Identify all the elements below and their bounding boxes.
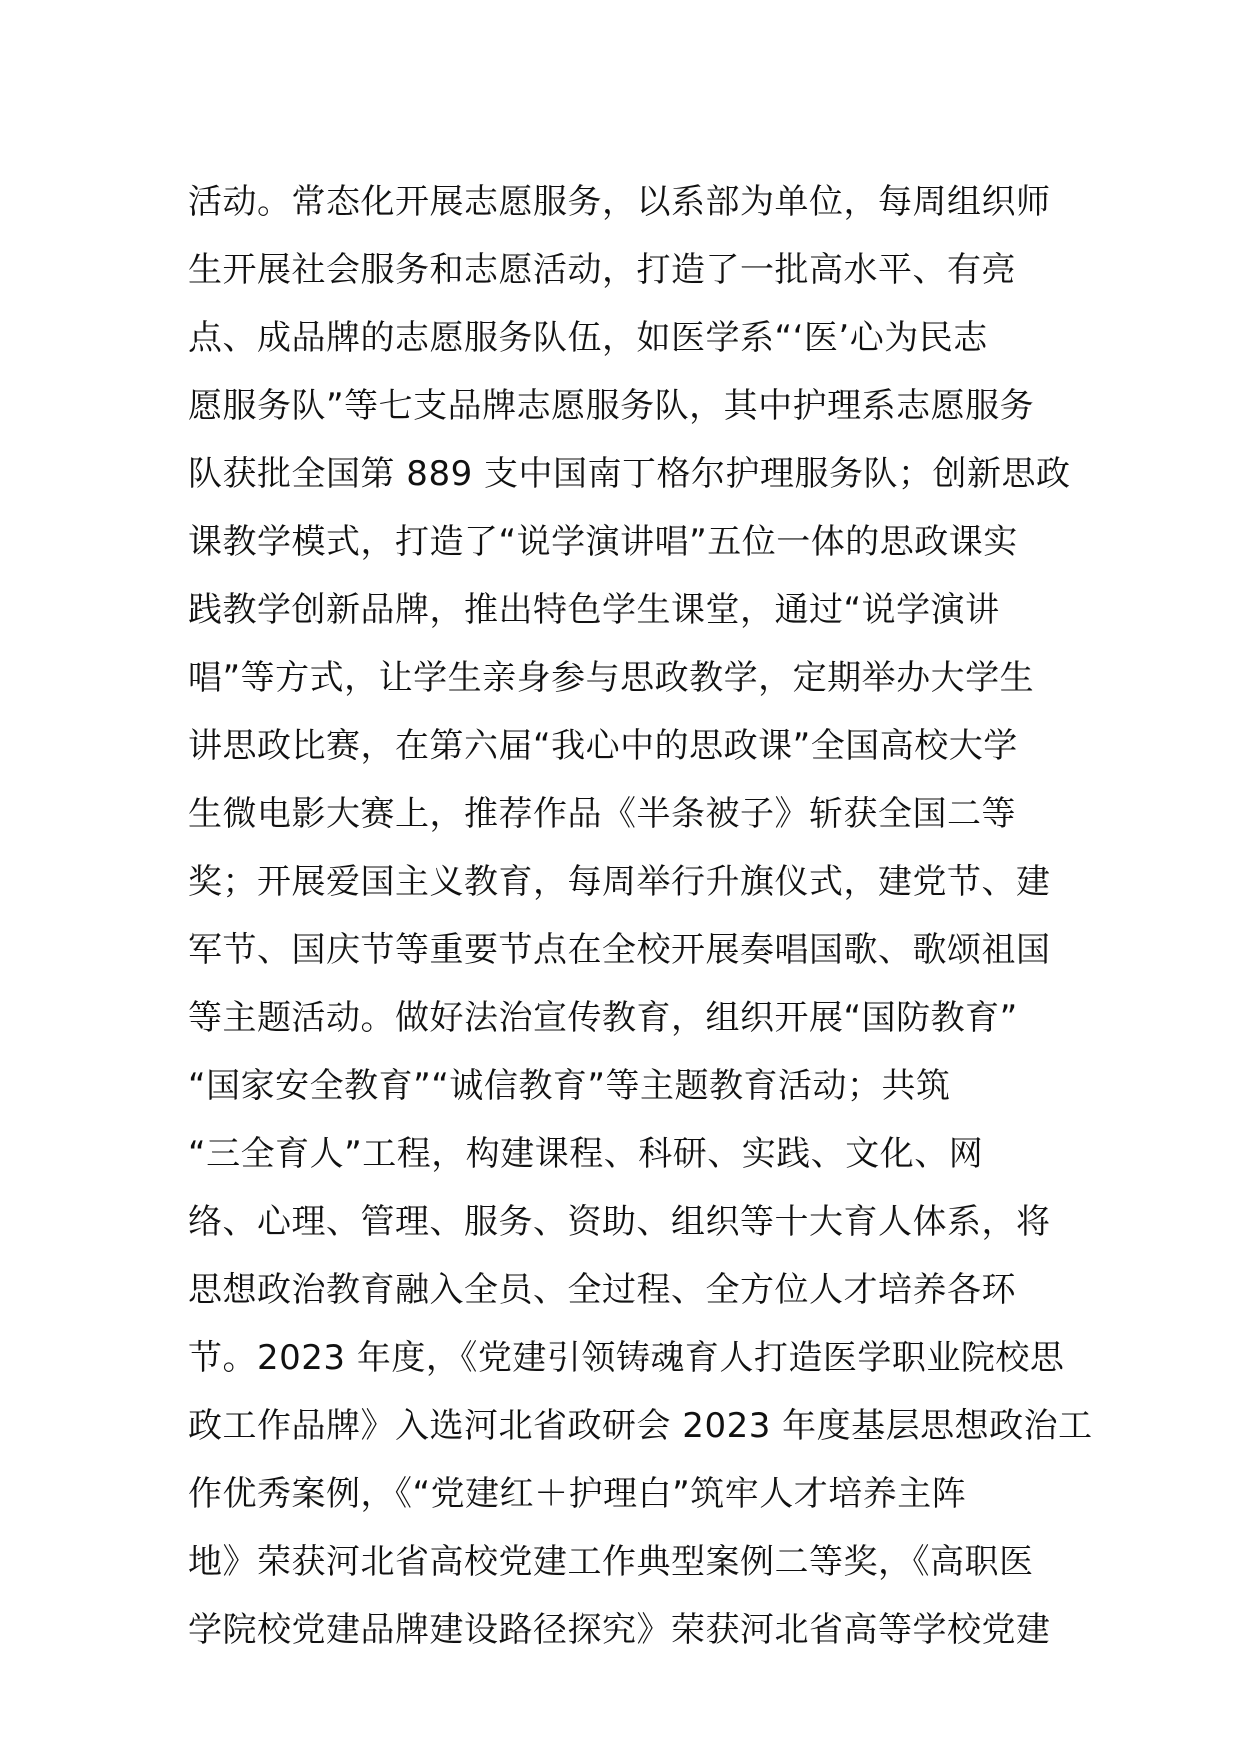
text-line-17: 思想政治教育融入全员、全过程、全方位人才培养各环 xyxy=(188,1270,1016,1310)
body-paragraph xyxy=(188,168,1093,1664)
text-line-9: 讲思政比赛，在第六届“我心中的思政课”全国高校大学 xyxy=(188,726,1018,766)
text-line-14: “国家安全教育”“诚信教育”等主题教育活动；共筑 xyxy=(188,1066,951,1106)
text-line-13: 等主题活动。做好法治宣传教育，组织开展“国防教育” xyxy=(188,998,1018,1038)
text-line-11: 奖；开展爱国主义教育，每周举行升旗仪式，建党节、建 xyxy=(188,862,1051,902)
text-line-15: “三全育人”工程，构建课程、科研、实践、文化、网 xyxy=(188,1134,984,1174)
text-line-19: 政工作品牌》入选河北省政研会 2023 年度基层思想政治工 xyxy=(188,1406,1093,1446)
text-line-8: 唱”等方式，让学生亲身参与思政教学，定期举办大学生 xyxy=(188,658,1035,698)
text-line-22: 学院校党建品牌建设路径探究》荣获河北省高等学校党建 xyxy=(188,1610,1051,1650)
text-line-4: 愿服务队”等七支品牌志愿服务队，其中护理系志愿服务 xyxy=(188,386,1035,426)
text-line-12: 军节、国庆节等重要节点在全校开展奏唱国歌、歌颂祖国 xyxy=(188,930,1051,970)
text-line-2: 生开展社会服务和志愿活动，打造了一批高水平、有亮 xyxy=(188,250,1016,290)
text-line-21: 地》荣获河北省高校党建工作典型案例二等奖，《高职医 xyxy=(188,1542,1034,1582)
text-line-1: 活动。常态化开展志愿服务，以系部为单位，每周组织师 xyxy=(188,182,1051,222)
text-line-3: 点、成品牌的志愿服务队伍，如医学系“‘医’心为民志 xyxy=(188,318,988,358)
text-line-18: 节。2023 年度，《党建引领铸魂育人打造医学职业院校思 xyxy=(188,1338,1065,1378)
text-line-7: 践教学创新品牌，推出特色学生课堂，通过“说学演讲 xyxy=(188,590,1000,630)
text-line-20: 作优秀案例，《“党建红＋护理白”筑牢人才培养主阵 xyxy=(188,1474,967,1514)
text-line-5: 队获批全国第 889 支中国南丁格尔护理服务队；创新思政 xyxy=(188,454,1071,494)
text-line-10: 生微电影大赛上，推荐作品《半条被子》斩获全国二等 xyxy=(188,794,1016,834)
text-line-6: 课教学模式，打造了“说学演讲唱”五位一体的思政课实 xyxy=(188,522,1018,562)
text-line-16: 络、心理、管理、服务、资助、组织等十大育人体系，将 xyxy=(188,1202,1051,1242)
